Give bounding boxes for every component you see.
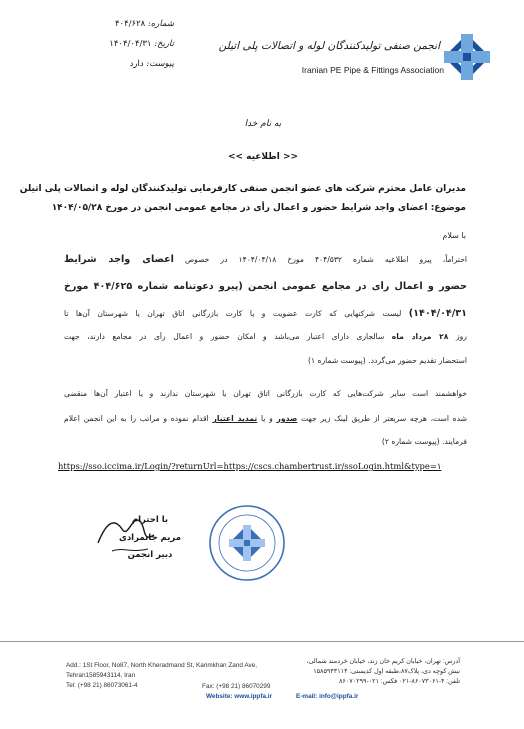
association-name-fa: انجمن صنفی تولیدکنندگان لوله و اتصالات پلی اتیلن: [218, 40, 440, 52]
bismillah: به نام خدا: [244, 119, 282, 129]
addressee-line: مدیران عامل محترم شرکت های عضو انجمن صنفی کارفرمایی تولیدکنندگان لوله و اتصالات پلی اتیلن: [19, 184, 466, 194]
para2-line2: شده است، هرچه سریعتر از طریق لینک زیر جهت صدور و یا تمدید اعتبار اقدام نموده و مراتب را به این انجمن اعلام: [64, 414, 467, 423]
footer-fa-address: آدرس: تهران، خیابان کریم خان زند، خیابان خردمند شمالی، نبش کوچه دی، پلاک۸۷،طبقه اول کدپستی: ۱۵۸۵۹۴۳۱۱۴ تلفن: ۴-۸۶۰۷۳۰۶۱-۰۲۱ فکس: ۰۲۱-۸۶۰۷۰۲۹۹: [306, 658, 460, 685]
footer-email[interactable]: E-mail: info@ippfa.ir: [296, 693, 359, 700]
meta-attachment: پیوست: دارد: [129, 59, 174, 69]
para2-line3: فرمایند. (پیوست شماره ۲): [381, 437, 467, 446]
registration-link[interactable]: https://sso.iccima.ir/Login/?returnUrl=https://cscs.chambertrust.ir/ssoLogin.html&type=۱: [58, 461, 442, 471]
footer-website[interactable]: Website: www.ippfa.ir: [206, 693, 273, 700]
greeting: با سلام: [442, 231, 466, 240]
meta-date: تاریخ: ۱۴۰۴/۰۴/۳۱: [109, 39, 174, 49]
footer-divider: [0, 641, 524, 642]
official-seal: [207, 503, 287, 583]
letter-meta: [64, 14, 174, 74]
association-name-en: Iranian PE Pipe & Fittings Association: [301, 65, 444, 75]
handwritten-signature: [92, 503, 162, 563]
para1-line4: روز ۲۸ مرداد ماه سالجاری دارای اعتبار می‌باشد و امکان حضور و اعمال رأی در مجامع دارند، جهت: [64, 332, 467, 341]
association-logo: [442, 32, 492, 82]
signature-name: مریم جانمرادی: [119, 533, 181, 543]
footer-en-address: Add.: 1St Floor, No87, North Kheradmand St, Karimkhan Zand Ave, Tehran1585943114, Iran Tel: (+98 21) 86073061-4: [66, 662, 257, 689]
meta-number: شماره: ۴۰۴/۶۲۸: [114, 19, 174, 29]
para2-line1: خواهشمند است سایر شرکت‌هایی که کارت بازرگانی اتاق تهران یا شهرستان ندارند و یا اعتبار آن‌ها منقضی: [64, 389, 467, 398]
para1-line2: حضور و اعمال رأی در مجامع عمومی انجمن (پیرو دعوتنامه شماره ۴۰۴/۶۲۵ مورخ: [64, 281, 467, 292]
footer-fax: Fax: (+98 21) 86070299: [202, 683, 271, 690]
signature-regards: با احترام: [131, 515, 169, 525]
notice-title: << اطلاعیه >>: [227, 152, 299, 162]
para1-line5: استحضار تقدیم حضور می‌گردد. (پیوست شماره ۱): [308, 356, 467, 365]
para1-line1: احتراماً، پیرو اطلاعیه شماره ۴۰۴/۵۳۲ مورخ ۱۴۰۴/۰۴/۱۸ در خصوص اعضای واجد شرایط: [64, 254, 467, 265]
signature-title: دبیر انجمن: [127, 550, 173, 560]
subject-line: موضوع: اعضای واجد شرایط حضور و اعمال رأی در مجامع عمومی انجمن در مورخ ۱۴۰۴/۰۵/۲۸: [51, 203, 466, 213]
para1-line3: ۱۴۰۴/۰۴/۳۱) لیست شرکتهایی که کارت عضویت و یا کارت بازرگانی اتاق تهران یا شهرستان آن‌ها تا: [64, 308, 467, 319]
